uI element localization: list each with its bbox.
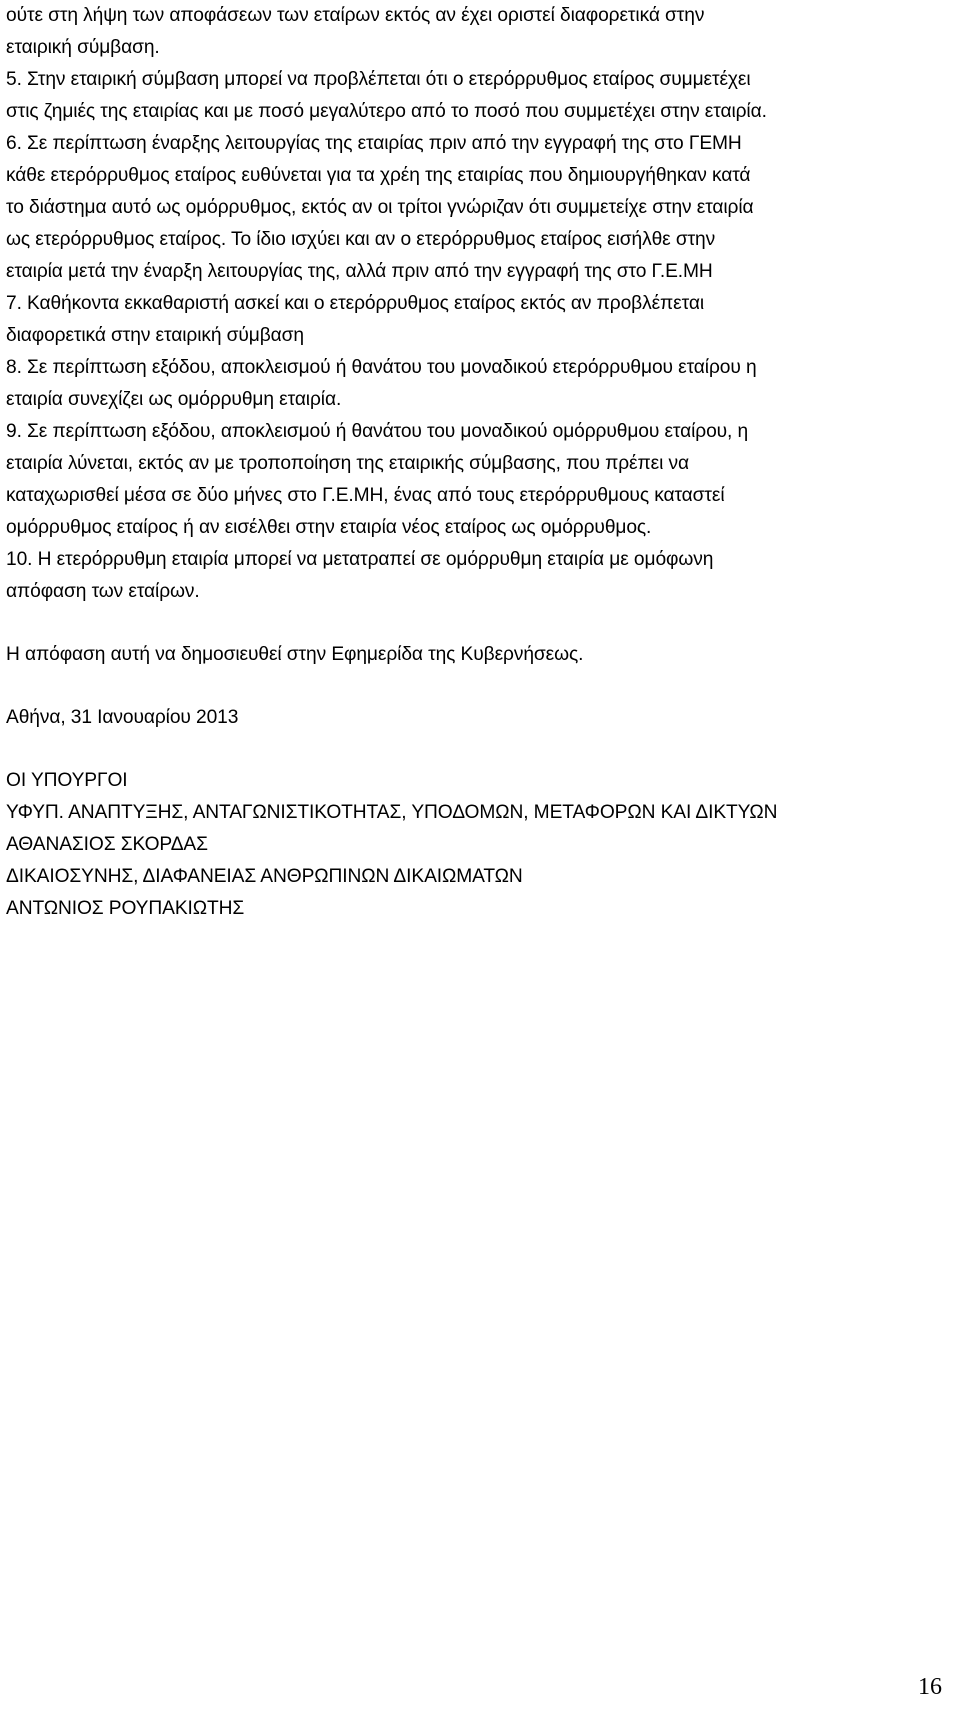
body-line: 8. Σε περίπτωση εξόδου, αποκλεισμού ή θανάτου του μοναδικού ετερόρρυθμου εταίρου η <box>6 357 757 378</box>
body-line: το διάστημα αυτό ως ομόρρυθμος, εκτός αν οι τρίτοι γνώριζαν ότι συμμετείχε στην εταιρία <box>6 197 754 218</box>
paragraph-gap <box>6 671 906 702</box>
ministers-heading: ΟΙ ΥΠΟΥΡΓΟΙ <box>6 770 128 791</box>
body-line: ως ετερόρρυθμος εταίρος. Το ίδιο ισχύει και αν ο ετερόρρυθμος εταίρος εισήλθε στην <box>6 229 716 250</box>
document-body <box>6 0 906 925</box>
body-line: εταιρική σύμβαση. <box>6 37 160 58</box>
paragraph-gap <box>6 734 906 765</box>
deputy-minister-name: ΑΘΑΝΑΣΙΟΣ ΣΚΟΡΔΑΣ <box>6 834 208 855</box>
body-line: εταιρία λύνεται, εκτός αν με τροποποίηση της εταιρικής σύμβασης, που πρέπει να <box>6 453 689 474</box>
body-line: ομόρρυθμος εταίρος ή αν εισέλθει στην εταιρία νέος εταίρος ως ομόρρυθμος. <box>6 517 652 538</box>
body-line: απόφαση των εταίρων. <box>6 581 200 602</box>
body-line: 6. Σε περίπτωση έναρξης λειτουργίας της εταιρίας πριν από την εγγραφή της στο ΓΕΜΗ <box>6 133 742 154</box>
date-place: Αθήνα, 31 Ιανουαρίου 2013 <box>6 707 239 728</box>
publication-statement: Η απόφαση αυτή να δημοσιευθεί στην Εφημερίδα της Κυβερνήσεως. <box>6 644 584 665</box>
minister-title: ΔΙΚΑΙΟΣΥΝΗΣ, ΔΙΑΦΑΝΕΙΑΣ ΑΝΘΡΩΠΙΝΩΝ ΔΙΚΑΙΩΜΑΤΩΝ <box>6 866 523 887</box>
body-line: εταιρία συνεχίζει ως ομόρρυθμη εταιρία. <box>6 389 342 410</box>
body-line: 7. Καθήκοντα εκκαθαριστή ασκεί και ο ετερόρρυθμος εταίρος εκτός αν προβλέπεται <box>6 293 704 314</box>
minister-name: ΑΝΤΩΝΙΟΣ ΡΟΥΠΑΚΙΩΤΗΣ <box>6 898 245 919</box>
body-line: εταιρία μετά την έναρξη λειτουργίας της, αλλά πριν από την εγγραφή της στο Γ.Ε.ΜΗ <box>6 261 713 282</box>
body-line: στις ζημιές της εταιρίας και με ποσό μεγαλύτερο από το ποσό που συμμετέχει στην εταιρία. <box>6 101 767 122</box>
body-line: καταχωρισθεί μέσα σε δύο μήνες στο Γ.Ε.ΜΗ, ένας από τους ετερόρρυθμους καταστεί <box>6 485 725 506</box>
body-line: 5. Στην εταιρική σύμβαση μπορεί να προβλέπεται ότι ο ετερόρρυθμος εταίρος συμμετέχει <box>6 69 751 90</box>
body-line: κάθε ετερόρρυθμος εταίρος ευθύνεται για τα χρέη της εταιρίας που δημιουργήθηκαν κατά <box>6 165 751 186</box>
body-line: 9. Σε περίπτωση εξόδου, αποκλεισμού ή θανάτου του μοναδικού ομόρρυθμου εταίρου, η <box>6 421 749 442</box>
deputy-minister-title: ΥΦΥΠ. ΑΝΑΠΤΥΞΗΣ, ΑΝΤΑΓΩΝΙΣΤΙΚΟΤΗΤΑΣ, ΥΠΟΔΟΜΩΝ, ΜΕΤΑΦΟΡΩΝ ΚΑΙ ΔΙΚΤΥΩΝ <box>6 802 778 823</box>
body-line: διαφορετικά στην εταιρική σύμβαση <box>6 325 304 346</box>
body-line: 10. Η ετερόρρυθμη εταιρία μπορεί να μετατραπεί σε ομόρρυθμη εταιρία με ομόφωνη <box>6 549 714 570</box>
body-line: ούτε στη λήψη των αποφάσεων των εταίρων εκτός αν έχει οριστεί διαφορετικά στην <box>6 5 705 26</box>
page-number: 16 <box>918 1674 942 1700</box>
paragraph-gap <box>6 608 906 639</box>
